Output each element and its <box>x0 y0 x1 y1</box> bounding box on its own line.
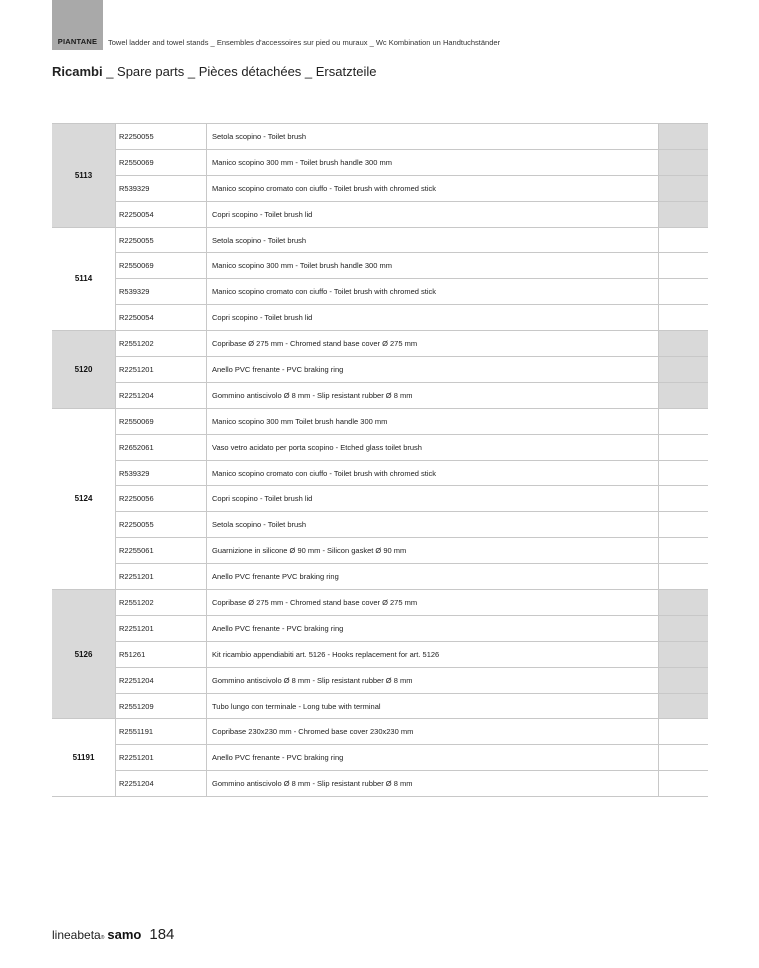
part-code-cell: R2250056 <box>116 486 207 511</box>
table-row <box>116 150 708 176</box>
model-group <box>52 719 708 797</box>
empty-cell <box>659 538 708 563</box>
part-description-cell: Copribase Ø 275 mm - Chromed stand base cover Ø 275 mm <box>207 331 659 356</box>
part-code-cell: R539329 <box>116 279 207 304</box>
table-row <box>116 435 708 461</box>
empty-cell <box>659 771 708 796</box>
model-number-cell: 5120 <box>52 331 116 409</box>
page-number: 184 <box>149 926 175 943</box>
model-group <box>52 124 708 228</box>
parts-rows <box>116 409 708 590</box>
empty-cell <box>659 486 708 511</box>
part-code-cell: R2550069 <box>116 253 207 278</box>
part-code-cell: R2250054 <box>116 305 207 330</box>
part-code-cell: R2551202 <box>116 590 207 615</box>
part-code-cell: R2251204 <box>116 383 207 408</box>
empty-cell <box>659 253 708 278</box>
table-row <box>116 642 708 668</box>
part-description-cell: Anello PVC frenante - PVC braking ring <box>207 616 659 641</box>
empty-cell <box>659 279 708 304</box>
table-row <box>116 694 708 720</box>
table-row <box>116 124 708 150</box>
empty-cell <box>659 357 708 382</box>
model-number-cell: 5126 <box>52 590 116 719</box>
parts-rows <box>116 124 708 228</box>
model-group <box>52 331 708 409</box>
table-row <box>116 616 708 642</box>
brand-lineabeta: lineabeta <box>52 928 101 942</box>
part-description-cell: Copri scopino - Toilet brush lid <box>207 202 659 227</box>
model-group <box>52 228 708 332</box>
model-group <box>52 590 708 719</box>
part-description-cell: Manico scopino cromato con ciuffo - Toilet brush with chromed stick <box>207 461 659 486</box>
part-description-cell: Anello PVC frenante - PVC braking ring <box>207 357 659 382</box>
table-row <box>116 305 708 331</box>
table-row <box>116 512 708 538</box>
part-description-cell: Manico scopino 300 mm Toilet brush handle 300 mm <box>207 409 659 434</box>
table-row <box>116 590 708 616</box>
part-code-cell: R2251201 <box>116 745 207 770</box>
section-tab-label: PIANTANE <box>57 37 98 46</box>
table-row <box>116 409 708 435</box>
part-description-cell: Kit ricambio appendiabiti art. 5126 - Hooks replacement for art. 5126 <box>207 642 659 667</box>
brand-registered-mark: ® <box>100 935 105 941</box>
model-number-cell: 5124 <box>52 409 116 590</box>
section-tab <box>52 0 103 50</box>
empty-cell <box>659 176 708 201</box>
part-code-cell: R2255061 <box>116 538 207 563</box>
table-row <box>116 719 708 745</box>
part-description-cell: Vaso vetro acidato per porta scopino - Etched glass toilet brush <box>207 435 659 460</box>
part-code-cell: R2551209 <box>116 694 207 719</box>
empty-cell <box>659 668 708 693</box>
part-code-cell: R2551191 <box>116 719 207 744</box>
model-number-cell: 5113 <box>52 124 116 228</box>
table-row <box>116 461 708 487</box>
part-description-cell: Setola scopino - Toilet brush <box>207 512 659 537</box>
part-description-cell: Copri scopino - Toilet brush lid <box>207 486 659 511</box>
part-description-cell: Gommino antiscivolo Ø 8 mm - Slip resistant rubber Ø 8 mm <box>207 668 659 693</box>
part-code-cell: R539329 <box>116 176 207 201</box>
part-code-cell: R2251204 <box>116 668 207 693</box>
part-code-cell: R2251204 <box>116 771 207 796</box>
footer <box>52 926 174 943</box>
empty-cell <box>659 150 708 175</box>
model-number-cell: 5114 <box>52 228 116 332</box>
header-subtitle: Towel ladder and towel stands _ Ensembles d'accessoires sur pied ou muraux _ Wc Kombination un Handtuchständer <box>108 38 501 47</box>
parts-rows <box>116 331 708 409</box>
part-code-cell: R539329 <box>116 461 207 486</box>
part-code-cell: R2652061 <box>116 435 207 460</box>
empty-cell <box>659 590 708 615</box>
empty-cell <box>659 331 708 356</box>
model-group <box>52 409 708 590</box>
empty-cell <box>659 435 708 460</box>
part-description-cell: Anello PVC frenante PVC braking ring <box>207 564 659 589</box>
part-description-cell: Gommino antiscivolo Ø 8 mm - Slip resistant rubber Ø 8 mm <box>207 383 659 408</box>
part-code-cell: R2551202 <box>116 331 207 356</box>
part-code-cell: R2251201 <box>116 357 207 382</box>
table-row <box>116 202 708 228</box>
part-code-cell: R2251201 <box>116 616 207 641</box>
table-row <box>116 668 708 694</box>
part-description-cell: Anello PVC frenante - PVC braking ring <box>207 745 659 770</box>
empty-cell <box>659 642 708 667</box>
page-title-bold: Ricambi <box>52 64 103 79</box>
table-row <box>116 279 708 305</box>
part-description-cell: Manico scopino 300 mm - Toilet brush handle 300 mm <box>207 150 659 175</box>
brand-samo: samo <box>107 927 142 942</box>
table-row <box>116 331 708 357</box>
part-code-cell: R2250055 <box>116 512 207 537</box>
parts-rows <box>116 719 708 797</box>
part-code-cell: R2251201 <box>116 564 207 589</box>
part-code-cell: R2250055 <box>116 228 207 253</box>
model-number-cell: 51191 <box>52 719 116 797</box>
part-description-cell: Manico scopino cromato con ciuffo - Toilet brush with chromed stick <box>207 176 659 201</box>
empty-cell <box>659 745 708 770</box>
table-row <box>116 538 708 564</box>
table-row <box>116 564 708 590</box>
part-description-cell: Guarnizione in silicone Ø 90 mm - Silicon gasket Ø 90 mm <box>207 538 659 563</box>
empty-cell <box>659 616 708 641</box>
table-row <box>116 745 708 771</box>
table-row <box>116 176 708 202</box>
part-description-cell: Copri scopino - Toilet brush lid <box>207 305 659 330</box>
part-description-cell: Manico scopino cromato con ciuffo - Toilet brush with chromed stick <box>207 279 659 304</box>
page-title-rest: _ Spare parts _ Pièces détachées _ Ersatzteile <box>102 64 377 79</box>
part-description-cell: Setola scopino - Toilet brush <box>207 228 659 253</box>
part-code-cell: R51261 <box>116 642 207 667</box>
table-row <box>116 253 708 279</box>
page-title <box>52 64 376 79</box>
part-code-cell: R2550069 <box>116 150 207 175</box>
spare-parts-table <box>52 123 708 797</box>
empty-cell <box>659 512 708 537</box>
table-row <box>116 383 708 409</box>
part-description-cell: Gommino antiscivolo Ø 8 mm - Slip resistant rubber Ø 8 mm <box>207 771 659 796</box>
part-description-cell: Copribase Ø 275 mm - Chromed stand base cover Ø 275 mm <box>207 590 659 615</box>
parts-rows <box>116 228 708 332</box>
empty-cell <box>659 228 708 253</box>
empty-cell <box>659 564 708 589</box>
empty-cell <box>659 124 708 149</box>
empty-cell <box>659 383 708 408</box>
empty-cell <box>659 461 708 486</box>
part-description-cell: Copribase 230x230 mm - Chromed base cover 230x230 mm <box>207 719 659 744</box>
part-description-cell: Tubo lungo con terminale - Long tube with terminal <box>207 694 659 719</box>
part-code-cell: R2250054 <box>116 202 207 227</box>
empty-cell <box>659 305 708 330</box>
table-row <box>116 228 708 254</box>
part-code-cell: R2250055 <box>116 124 207 149</box>
table-row <box>116 357 708 383</box>
part-code-cell: R2550069 <box>116 409 207 434</box>
table-row <box>116 486 708 512</box>
empty-cell <box>659 694 708 719</box>
parts-rows <box>116 590 708 719</box>
empty-cell <box>659 719 708 744</box>
table-row <box>116 771 708 797</box>
empty-cell <box>659 409 708 434</box>
empty-cell <box>659 202 708 227</box>
part-description-cell: Manico scopino 300 mm - Toilet brush handle 300 mm <box>207 253 659 278</box>
part-description-cell: Setola scopino - Toilet brush <box>207 124 659 149</box>
